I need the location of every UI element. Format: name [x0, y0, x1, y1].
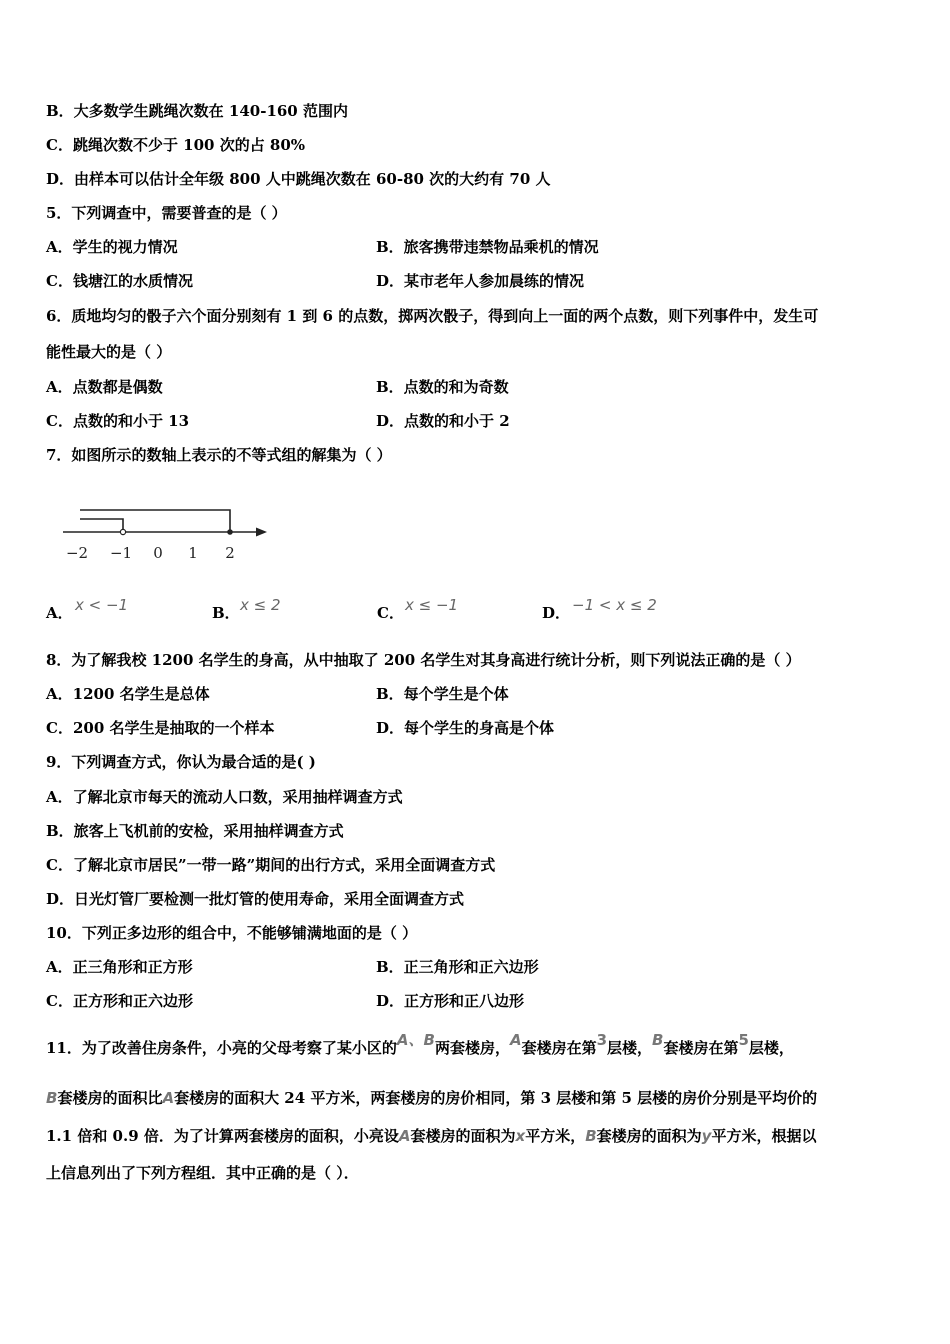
- q11-line4: 上信息列出了下列方程组．其中正确的是（ ）．: [46, 1164, 359, 1182]
- tick-label: 2: [225, 544, 235, 562]
- q10-option-d: D．正方形和正八边形: [376, 992, 525, 1010]
- q8-option-d: D．每个学生的身高是个体: [376, 719, 555, 737]
- q11-text: 平方米，: [525, 1127, 586, 1145]
- q7-option-d-label: D．: [542, 604, 571, 622]
- q11-line3: [46, 1126, 816, 1146]
- tick-label: −2: [65, 544, 89, 562]
- q11-math: y: [701, 1127, 712, 1145]
- q11-text: 两套楼房，: [434, 1039, 510, 1057]
- q11-math: B: [585, 1127, 597, 1145]
- q9-option-b: B．旅客上飞机前的安检，采用抽样调查方式: [46, 822, 344, 840]
- q5-option-b: B．旅客携带违禁物品乘机的情况: [376, 238, 599, 256]
- q6-option-b: B．点数的和为奇数: [376, 378, 509, 396]
- q10-option-a: A．正三角形和正方形: [46, 958, 193, 976]
- tick-label: −1: [109, 544, 133, 562]
- solution-bracket-lower: [80, 519, 123, 532]
- q11-math: B: [652, 1031, 664, 1049]
- q11-text: 层楼，: [607, 1039, 653, 1057]
- q10-option-c: C．正方形和正六边形: [46, 992, 193, 1010]
- tick-label: 0: [153, 544, 163, 562]
- q11-text: 1.1 倍和 0.9 倍．为了计算两套楼房的面积，小亮设: [46, 1127, 399, 1145]
- q7-option-c-label: C．: [377, 604, 404, 622]
- q10-stem: 10．下列正多边形的组合中，不能够铺满地面的是（ ）: [46, 924, 418, 942]
- q8-option-c: C．200 名学生是抽取的一个样本: [46, 719, 275, 737]
- q7-option-a-label: A．: [46, 604, 73, 622]
- q4-option-c: C．跳绳次数不少于 100 次的占 80%: [46, 136, 306, 154]
- tick-label: 1: [188, 544, 198, 562]
- q11-text: 层楼，: [748, 1039, 794, 1057]
- q7-stem: 7．如图所示的数轴上表示的不等式组的解集为（ ）: [46, 446, 392, 464]
- solution-bracket-upper: [80, 510, 230, 532]
- q11-text: 11．为了改善住房条件，小亮的父母考察了某小区的: [46, 1039, 397, 1057]
- q6-option-a: A．点数都是偶数: [46, 378, 163, 396]
- q6-option-c: C．点数的和小于 13: [46, 412, 190, 430]
- q11-text: 平方米，根据以: [711, 1127, 817, 1145]
- q8-option-a: A．1200 名学生是总体: [46, 685, 210, 703]
- q5-stem: 5．下列调查中，需要普查的是（ ）: [46, 204, 287, 222]
- q11-text: 套楼房在第: [663, 1039, 739, 1057]
- number-line-figure: [55, 500, 275, 570]
- q6-stem-line2: 能性最大的是（ ）: [46, 343, 172, 361]
- q11-math: A、B: [396, 1031, 435, 1049]
- q7-option-b-math: x ≤ 2: [240, 596, 281, 614]
- q6-stem-line1: 6．质地均匀的骰子六个面分别刻有 1 到 6 的点数，掷两次骰子，得到向上一面的两个点数，则下列事件中，发生可: [46, 307, 819, 325]
- q5-option-a: A．学生的视力情况: [46, 238, 178, 256]
- q11-text: 套楼房的面积比: [57, 1089, 163, 1107]
- q8-stem: 8．为了解我校 1200 名学生的身高，从中抽取了 200 名学生对其身高进行统计分析，则下列说法正确的是（ ）: [46, 651, 801, 669]
- q11-text: 套楼房的面积大 24 平方米，两套楼房的房价相同，第 3 层楼和第 5 层楼的房价分别是平均价的: [174, 1089, 818, 1107]
- q11-line1: [46, 1031, 794, 1058]
- q11-math: x: [515, 1127, 526, 1145]
- q11-text: 套楼房在第: [521, 1039, 597, 1057]
- q5-option-c: C．钱塘江的水质情况: [46, 272, 193, 290]
- axis-arrow: [256, 528, 267, 537]
- q11-math: 3: [596, 1031, 608, 1049]
- q11-math: A: [162, 1089, 175, 1107]
- q4-option-d: D．由样本可以估计全年级 800 人中跳绳次数在 60-80 次的大约有 70 人: [46, 170, 551, 188]
- q7-option-c-math: x ≤ −1: [405, 596, 459, 614]
- q11-math: B: [46, 1089, 58, 1107]
- q9-option-a: A．了解北京市每天的流动人口数，采用抽样调查方式: [46, 788, 403, 806]
- q11-line2: [46, 1088, 817, 1108]
- q5-option-d: D．某市老年人参加晨练的情况: [376, 272, 585, 290]
- q11-math: 5: [738, 1031, 749, 1049]
- q11-text: 套楼房的面积为: [596, 1127, 702, 1145]
- q6-option-d: D．点数的和小于 2: [376, 412, 510, 430]
- open-point-minus1: [120, 529, 125, 534]
- q10-option-b: B．正三角形和正六边形: [376, 958, 539, 976]
- closed-point-2: [227, 529, 233, 535]
- q7-option-a-math: x < −1: [75, 596, 129, 614]
- q11-math: A: [398, 1127, 411, 1145]
- q9-option-d: D．日光灯管厂要检测一批灯管的使用寿命，采用全面调查方式: [46, 890, 465, 908]
- q7-option-d-math: −1 < x ≤ 2: [572, 596, 657, 614]
- q7-option-b-label: B．: [212, 604, 240, 622]
- q8-option-b: B．每个学生是个体: [376, 685, 509, 703]
- q4-option-b: B．大多数学生跳绳次数在 140-160 范围内: [46, 102, 348, 120]
- q11-text: 套楼房的面积为: [410, 1127, 516, 1145]
- q9-stem: 9．下列调查方式，你认为最合适的是( ): [46, 753, 316, 771]
- q9-option-c: C．了解北京市居民”一带一路”期间的出行方式，采用全面调查方式: [46, 856, 496, 874]
- q11-math: A: [509, 1031, 522, 1049]
